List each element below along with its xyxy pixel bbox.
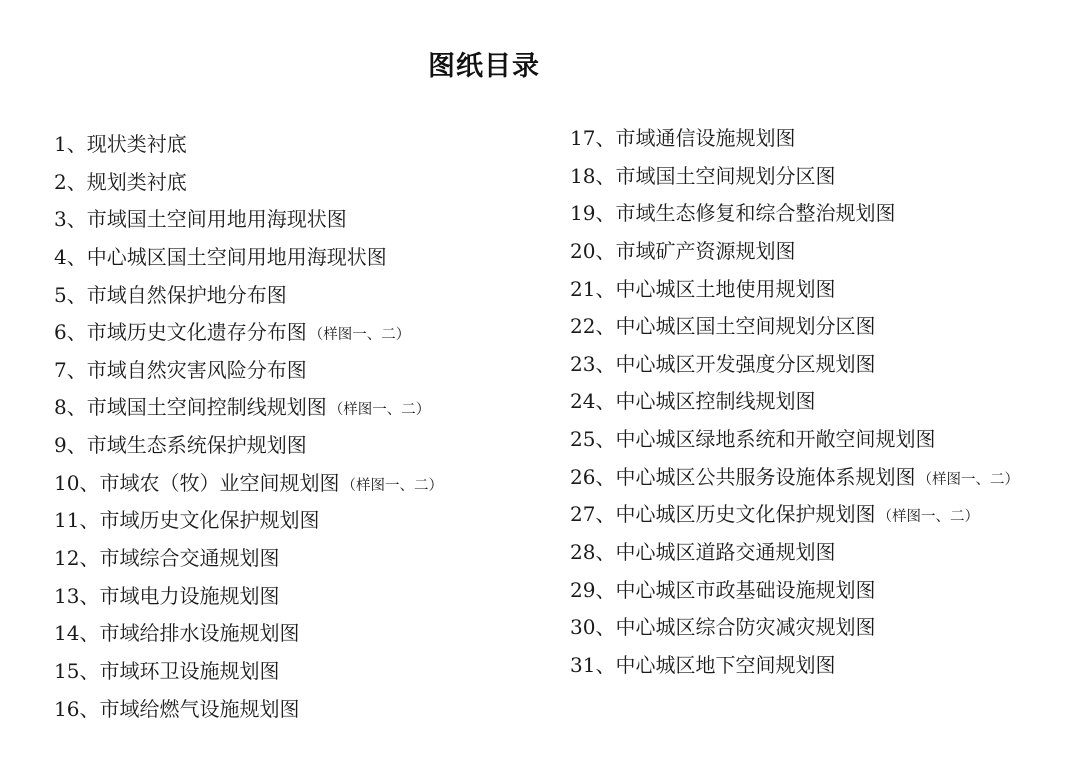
drawing-list-item <box>570 612 1060 650</box>
drawing-item-label: 31、中心城区地下空间规划图 <box>570 652 836 677</box>
drawing-item-label: 2、规划类衬底 <box>54 169 187 194</box>
drawing-item-label: 9、市域生态系统保护规划图 <box>54 433 307 458</box>
drawing-item-label: 22、中心城区国土空间规划分区图 <box>570 314 876 339</box>
drawing-list-item <box>54 317 534 355</box>
drawing-list-right <box>570 123 1060 688</box>
drawing-list-left <box>54 129 534 731</box>
drawing-item-label: 16、市域给燃气设施规划图 <box>54 696 300 721</box>
drawing-list-item <box>570 462 1060 500</box>
drawing-list-item <box>54 167 534 205</box>
drawing-list-item <box>54 543 534 581</box>
drawing-item-label: 15、市域环卫设施规划图 <box>54 658 280 683</box>
drawing-list-item <box>54 280 534 318</box>
drawing-item-label: 5、市域自然保护地分布图 <box>54 282 287 307</box>
drawing-item-label: 28、中心城区道路交通规划图 <box>570 540 836 565</box>
drawing-item-label: 1、现状类衬底 <box>54 132 187 156</box>
drawing-item-label: 13、市域电力设施规划图 <box>54 583 280 608</box>
drawing-list-item <box>54 392 534 430</box>
drawing-item-label: 12、市域综合交通规划图 <box>54 546 280 571</box>
drawing-list-item <box>54 694 534 732</box>
drawing-item-label: 11、市域历史文化保护规划图 <box>54 508 320 533</box>
drawing-list-item <box>570 424 1060 462</box>
page-title: 图纸目录 <box>428 51 540 82</box>
drawing-list-item <box>54 656 534 694</box>
drawing-item-label: 30、中心城区综合防灾减灾规划图 <box>570 615 876 640</box>
drawing-item-label: 27、中心城区历史文化保护规划图 <box>570 502 876 527</box>
drawing-item-note: （样图一、二） <box>877 509 979 526</box>
drawing-list-item <box>570 161 1060 199</box>
drawing-item-note: （样图一、二） <box>328 402 431 419</box>
drawing-item-label: 24、中心城区控制线规划图 <box>570 389 816 414</box>
drawing-list-item <box>54 505 534 543</box>
drawing-item-label: 4、中心城区国土空间用地用海现状图 <box>54 244 387 269</box>
drawing-list-item <box>54 242 534 280</box>
drawing-list-item <box>570 349 1060 387</box>
drawing-item-note: （样图一、二） <box>341 477 443 494</box>
drawing-item-label: 14、市域给排水设施规划图 <box>54 621 300 646</box>
drawing-list-item <box>54 618 534 656</box>
drawing-item-note: （样图一、二） <box>917 471 1019 488</box>
drawing-list-item <box>570 198 1060 236</box>
drawing-item-label: 23、中心城区开发强度分区规划图 <box>570 351 876 376</box>
drawing-list-item <box>54 204 534 242</box>
drawing-item-note: （样图一、二） <box>308 327 411 344</box>
drawing-list-item <box>54 430 534 468</box>
drawing-item-label: 3、市域国土空间用地用海现状图 <box>54 207 347 232</box>
drawing-item-label: 10、市域农（牧）业空间规划图 <box>54 470 340 495</box>
drawing-item-label: 18、市域国土空间规划分区图 <box>570 163 836 188</box>
drawing-item-label: 26、中心城区公共服务设施体系规划图 <box>570 464 916 489</box>
drawing-list-item <box>570 274 1060 312</box>
drawing-item-label: 20、市域矿产资源规划图 <box>570 238 796 263</box>
drawing-list-item <box>570 575 1060 613</box>
drawing-item-label: 7、市域自然灾害风险分布图 <box>54 357 307 382</box>
drawing-list-item <box>54 468 534 506</box>
drawing-item-label: 25、中心城区绿地系统和开敞空间规划图 <box>570 427 936 452</box>
drawing-list-item <box>54 355 534 393</box>
drawing-list-item <box>570 499 1060 537</box>
drawing-list-item <box>570 123 1060 161</box>
drawing-list-item <box>570 650 1060 688</box>
drawing-list-item <box>570 236 1060 274</box>
drawing-list-item <box>54 129 534 167</box>
drawing-item-label: 8、市域国土空间控制线规划图 <box>54 395 327 420</box>
drawing-item-label: 29、中心城区市政基础设施规划图 <box>570 577 876 602</box>
drawing-list-item <box>54 581 534 619</box>
drawing-item-label: 6、市域历史文化遗存分布图 <box>54 320 307 345</box>
drawing-list-item <box>570 537 1060 575</box>
drawing-list-item <box>570 386 1060 424</box>
drawing-list-item <box>570 311 1060 349</box>
drawing-item-label: 17、市域通信设施规划图 <box>570 126 796 150</box>
drawing-item-label: 21、中心城区土地使用规划图 <box>570 276 836 301</box>
drawing-item-label: 19、市域生态修复和综合整治规划图 <box>570 201 896 226</box>
